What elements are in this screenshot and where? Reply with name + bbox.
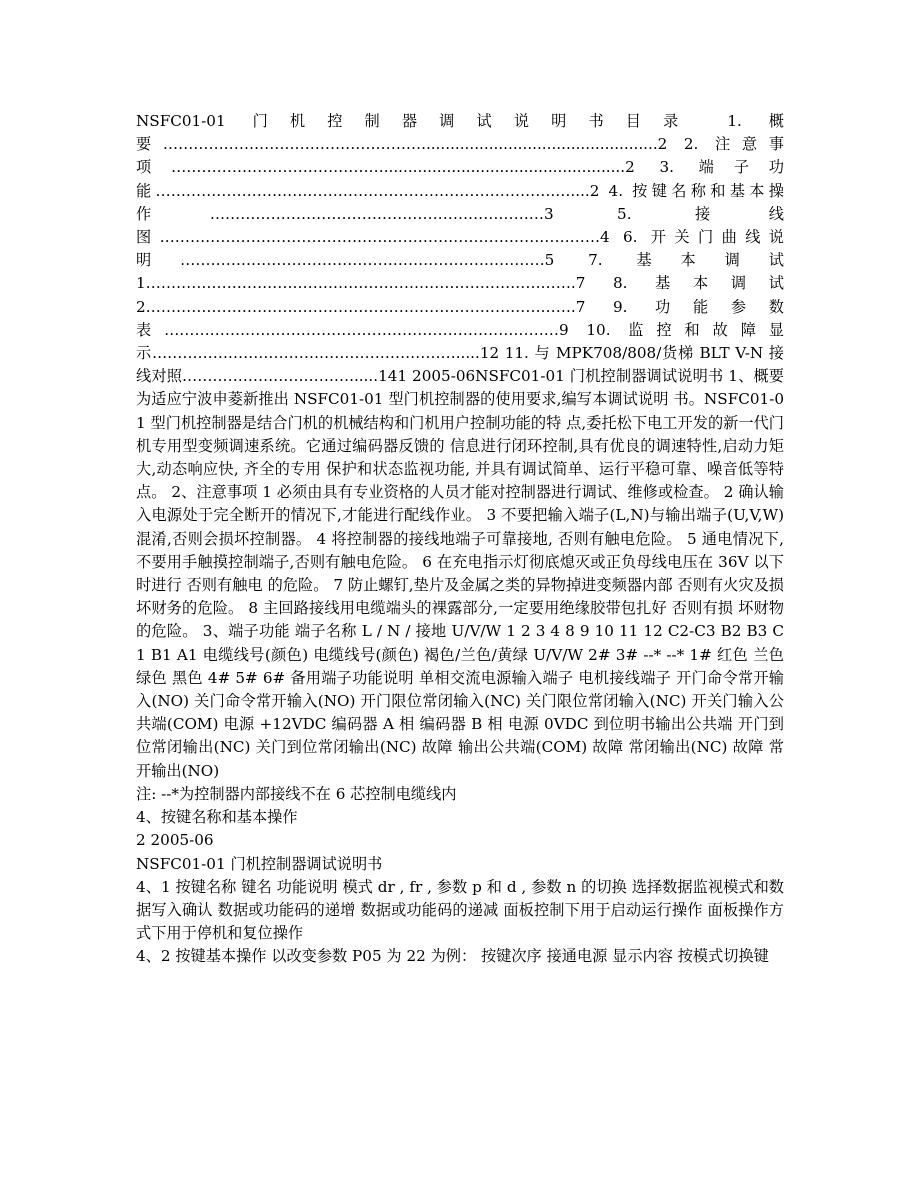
- document-page: [136, 110, 784, 969]
- doc-title: NSFC01-01 门机控制器调试说明书: [136, 854, 383, 873]
- section-4-2-text: 4、2 按键基本操作 以改变参数 P05 为 22 为例： 按键次序 接通电源 显示内容 按模式切换键: [136, 947, 769, 966]
- main-text: NSFC01-01 门机控制器调试说明书目录 1. 概要…………………………………………….................................................2 2. 注意事项……………………………………..................................................2 3. 端子功能…………………………………………………………………….…....2 4. 按键名称和基本操作…………………………………………………………3 5. 接线图……………………………………………………………………………4 6. 开关门曲线说明………………………………………………………………5 7. 基本调试1………………………………………………………………………….7 8. 基本调试2………………………………………………………………………….7 9. 功能参数表……………………………………………………………………9 10. 监控和故障显示…………………………………………………….....12 11. 与 MPK708/808/货梯 BLT V-N 接线对照……………………………......141 2005-06NSFC01-01 门机控制器调试说明书 1、概要 为适应宁波申菱新推出 NSFC01-01 型门机控制器的使用要求,编写本调试说明 书。NSFC01-01 型门机控制器是结合门机的机械结构和门机用户控制功能的特 点,委托松下电工开发的新一代门机专用型变频调速系统。它通过编码器反馈的 信息进行闭环控制,具有优良的调速特性,启动力矩大,动态响应快, 齐全的专用 保护和状态监视功能, 并具有调试简单、运行平稳可靠、噪音低等特点。 2、注意事项 1 必须由具有专业资格的人员才能对控制器进行调试、维修或检查。 2 确认输入电源处于完全断开的情况下,才能进行配线作业。 3 不要把输入端子(L,N)与输出端子(U,V,W) 混淆,否则会损坏控制器。 4 将控制器的接线地端子可靠接地, 否则有触电危险。 5 通电情况下,不要用手触摸控制端子,否则有触电危险。 6 在充电指示灯彻底熄灭或正负母线电压在 36V 以下时进行 否则有触电 的危险。 7 防止螺钉,垫片及金属之类的异物掉进变频器内部 否则有火灾及损坏财务的危险。 8 主回路接线用电缆端头的裸露部分,一定要用绝缘胶带包扎好 否则有损 坏财物的危险。 3、端子功能 端子名称 L / N / 接地 U/V/W 1 2 3 4 8 9 10 11 12 C2-C3 B2 B3 C1 B1 A1 电缆线号(颜色) 电缆线号(颜色) 褐色/兰色/黄绿 U/V/W 2# 3# --* --* 1# 红色 兰色 绿色 黑色 4# 5# 6# 备用端子功能说明 单相交流电源输入端子 电机接线端子 开门命令常开输入(NO) 关门命令常开输入(NO) 开门限位常闭输入(NC) 关门限位常闭输入(NC) 开关门输入公共端(COM) 电源 +12VDC 编码器 A 相 编码器 B 相 电源 0VDC 到位明书输出公共端 开门到位常闭输出(NC) 关门到位常闭输出(NC) 故障 输出公共端(COM) 故障 常闭输出(NC) 故障 常开输出(NO): [136, 112, 784, 780]
- page-marker: 2 2005-06: [136, 831, 214, 850]
- section-4-1-text: 4、1 按键名称 键名 功能说明 模式 dr , fr , 参数 p 和 d , 参数 n 的切换 选择数据监视模式和数据写入确认 数据或功能码的递增 数据或功能码的递减 面板控制下用于启动运行操作 面板操作方式下用于停机和复位操作: [136, 877, 784, 943]
- note-line: 注: --*为控制器内部接线不在 6 芯控制电缆线内: [136, 784, 457, 803]
- section-4-heading: 4、按键名称和基本操作: [136, 808, 298, 827]
